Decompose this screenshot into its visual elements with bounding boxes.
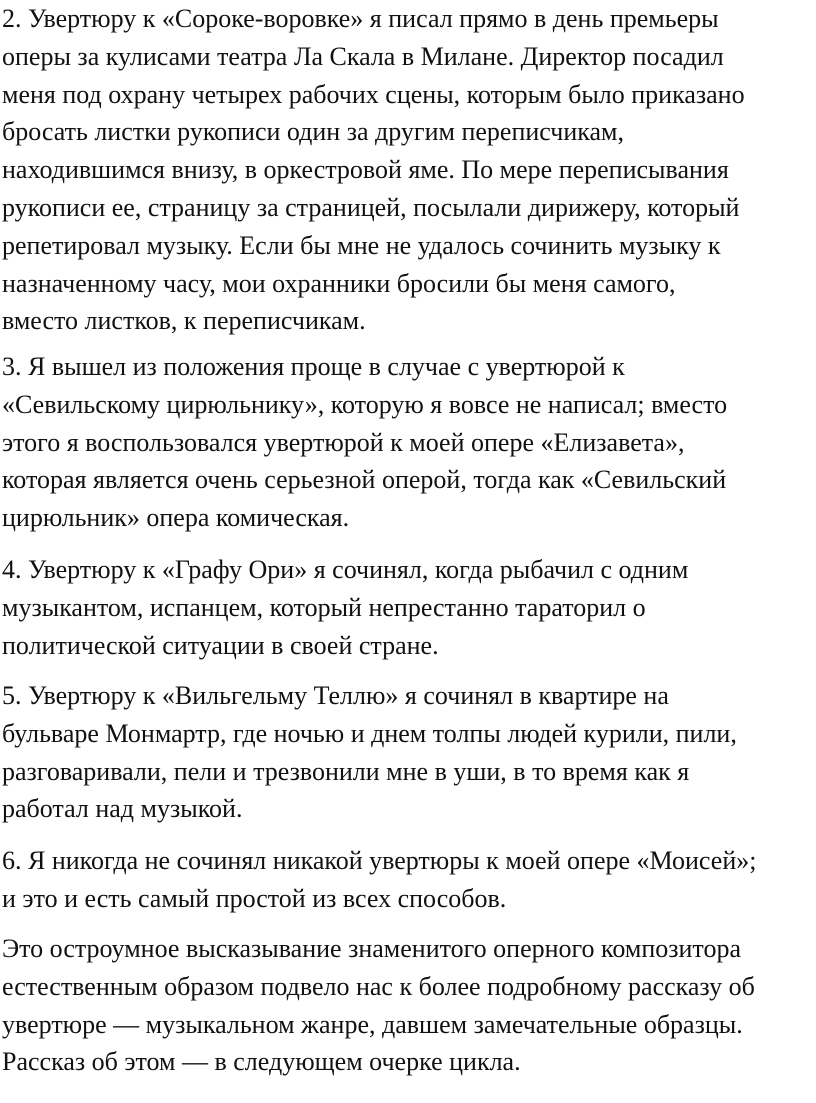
- paragraph-item-2-overture-gazza-ladra: [2, 0, 745, 340]
- text-line: естественным образом подвело нас к более подробному рассказу об: [2, 971, 755, 1001]
- text-line: музыкантом, испанцем, который непрестанно тараторил о: [2, 592, 646, 622]
- paragraph-item-3-overture-barber: [2, 348, 727, 537]
- paragraph-item-6-overture-moses: [2, 842, 756, 918]
- text-line: оперы за кулисами театра Ла Скала в Милане. Директор посадил: [2, 41, 724, 71]
- text-line: увертюре — музыкальном жанре, давшем замечательные образцы.: [2, 1009, 743, 1039]
- text-line: находившимся внизу, в оркестровой яме. По мере переписывания: [2, 155, 729, 185]
- paragraph-item-4-overture-comte-ory: [2, 551, 688, 664]
- text-line: 5. Увертюру к «Вильгельму Теллю» я сочинял в квартире на: [2, 681, 669, 710]
- text-line: назначенному часу, мои охранники бросили бы меня самого,: [2, 268, 676, 298]
- text-line: которая является очень серьезной оперой, тогда как «Севильский: [2, 465, 727, 495]
- text-line: и это и есть самый простой из всех способов.: [2, 883, 507, 913]
- text-line: 6. Я никогда не сочинял никакой увертюры к моей опере «Моисей»;: [2, 846, 757, 875]
- text-line: политической ситуации в своей стране.: [2, 630, 439, 660]
- text-line: 4. Увертюру к «Графу Ори» я сочинял, когда рыбачил с одним: [2, 555, 689, 584]
- paragraph-item-5-overture-william-tell: [2, 677, 737, 828]
- text-line: бульваре Монмартр, где ночью и днем толпы людей курили, пили,: [2, 718, 737, 748]
- text-line: этого я воспользовался увертюрой к моей опере «Елизавета»,: [2, 427, 685, 457]
- text-line: «Севильскому цирюльнику», которую я вовсе не написал; вместо: [2, 389, 728, 419]
- text-line: 2. Увертюру к «Сороке-воровке» я писал прямо в день премьеры: [2, 4, 719, 33]
- text-line: бросать листки рукописи один за другим переписчикам,: [2, 117, 625, 147]
- text-line: работал над музыкой.: [2, 794, 243, 824]
- text-line: рукописи ее, страницу за страницей, посылали дирижеру, который: [2, 192, 740, 222]
- text-line: вместо листков, к переписчикам.: [2, 306, 366, 336]
- text-line: 3. Я вышел из положения проще в случае с увертюрой к: [2, 352, 625, 381]
- paragraph-conclusion: [2, 930, 755, 1081]
- text-line: цирюльник» опера комическая.: [2, 503, 350, 533]
- text-line: Рассказ об этом — в следующем очерке цикла.: [2, 1047, 521, 1077]
- text-line: разговаривали, пели и трезвонили мне в уши, в то время как я: [2, 756, 690, 786]
- text-line: меня под охрану четырех рабочих сцены, которым было приказано: [2, 79, 745, 109]
- text-line: Это остроумное высказывание знаменитого оперного композитора: [2, 934, 741, 963]
- text-line: репетировал музыку. Если бы мне не удалось сочинить музыку к: [2, 230, 721, 260]
